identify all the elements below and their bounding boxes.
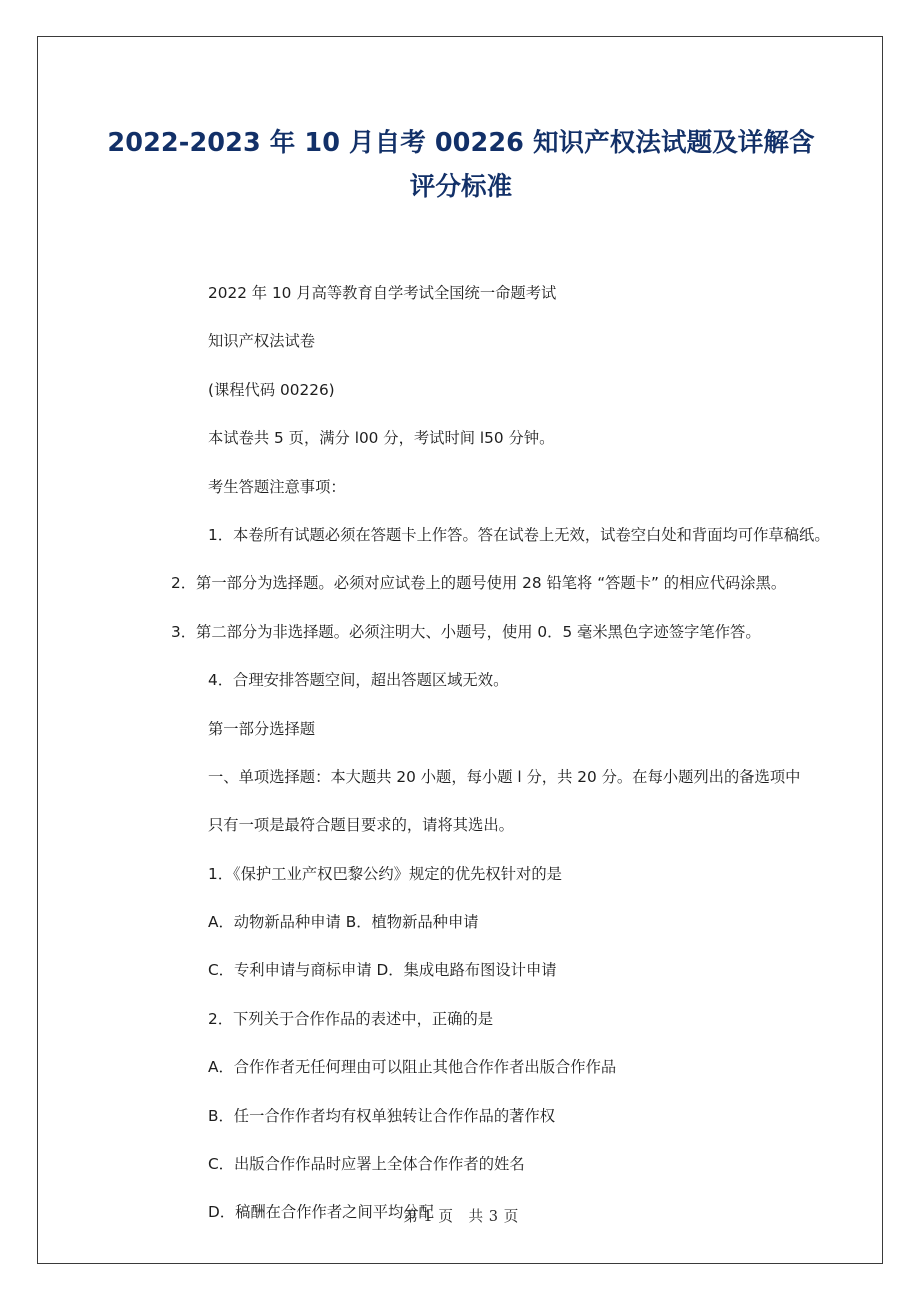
document-body [38, 269, 883, 1237]
document-page [37, 36, 883, 1264]
document-paragraph: 本试卷共 5 页，满分 l00 分，考试时间 l50 分钟。 [208, 429, 555, 448]
document-paragraph: C．专利申请与商标申请 D．集成电路布图设计申请 [208, 961, 557, 980]
document-paragraph: 第一部分选择题 [208, 719, 316, 738]
document-paragraph: 2．下列关于合作作品的表述中，正确的是 [208, 1009, 494, 1028]
page-title-line-1: 2022-2023 年 10 月自考 00226 知识产权法试题及详解含 [107, 128, 815, 158]
document-paragraph: 1．本卷所有试题必须在答题卡上作答。答在试卷上无效，试卷空白处和背面均可作草稿纸。 [208, 525, 830, 544]
document-paragraph: 一、单项选择题：本大题共 20 小题，每小题 l 分，共 20 分。在每小题列出的备选项中 [208, 767, 801, 786]
document-paragraph: D．稿酬在合作作者之间平均分配 [208, 1203, 434, 1222]
document-paragraph: 只有一项是最符合题目要求的，请将其选出。 [208, 816, 514, 835]
document-paragraph: (课程代码 00226) [208, 380, 335, 399]
page-footer [38, 1205, 883, 1226]
page-title [98, 121, 824, 209]
document-paragraph: 考生答题注意事项： [208, 477, 346, 496]
page-title-line-2: 评分标准 [409, 172, 513, 202]
page-footer-text: 第 1 页 共 3 页 [403, 1208, 519, 1225]
document-paragraph: 3．第二部分为非选择题。必须注明大、小题号，使用 0．5 毫米黑色字迹签字笔作答。 [171, 622, 761, 641]
document-paragraph: B．任一合作作者均有权单独转让合作作品的著作权 [208, 1106, 556, 1125]
document-paragraph: A．合作作者无任何理由可以阻止其他合作作者出版合作作品 [208, 1058, 617, 1077]
document-paragraph: 1．《保护工业产权巴黎公约》规定的优先权针对的是 [208, 864, 562, 883]
document-paragraph: A．动物新品种申请 B．植物新品种申请 [208, 913, 479, 932]
document-paragraph: 4．合理安排答题空间，超出答题区域无效。 [208, 671, 509, 690]
document-paragraph: 2．第一部分为选择题。必须对应试卷上的题号使用 28 铅笔将 “答题卡” 的相应代码涂黑。 [171, 574, 787, 593]
document-paragraph: 2022 年 10 月高等教育自学考试全国统一命题考试 [208, 284, 557, 302]
document-paragraph: C．出版合作作品时应署上全体合作作者的姓名 [208, 1155, 525, 1174]
document-paragraph: 知识产权法试卷 [208, 332, 316, 351]
